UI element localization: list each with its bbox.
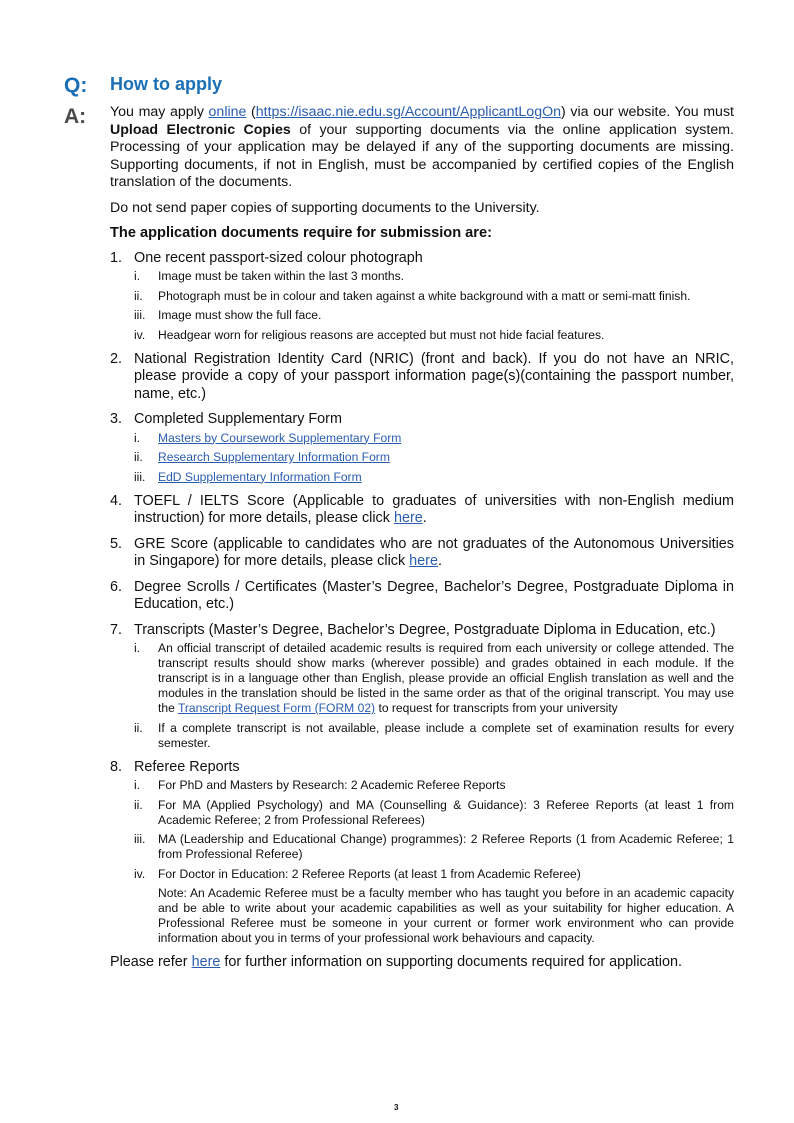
list-item-toefl-ielts: 4. TOEFL / IELTS Score (Applicable to graduates of universities with non-English medium instruction) for more details, please click here.	[110, 492, 734, 526]
further-info-here-link[interactable]: here	[191, 954, 221, 970]
intro-paragraph: You may apply online (https://isaac.nie.edu.sg/Account/ApplicantLogOn) via our website. You must Upload Electronic Copies of your supporting documents via the online application system. Processing of your application may be delayed if any of the supporting documents are missing. Supporting documents, if not in English, must be accompanied by certified copies of the English translation of the documents.	[110, 104, 734, 190]
sub-item: iv. For Doctor in Education: 2 Referee Reports (at least 1 from Academic Referee)	[134, 866, 581, 881]
list-item-degree-scrolls: 6. Degree Scrolls / Certificates (Master’s Degree, Bachelor’s Degree, Postgraduate Diploma in Education, etc.)	[110, 578, 734, 612]
sub-item: iv. Headgear worn for religious reasons are accepted but must not hide facial features.	[134, 327, 605, 342]
question-label: Q:	[64, 74, 88, 97]
list-item-nric: 2. National Registration Identity Card (NRIC) (front and back). If you do not have an NRIC, please provide a copy of your passport information page(s)(containing the passport number, name, etc.)	[110, 350, 734, 402]
list-item-gre: 5. GRE Score (applicable to candidates who are not graduates of the Autonomous Universities in Singapore) for more details, please click here.	[110, 535, 734, 569]
online-link[interactable]: online	[208, 104, 247, 120]
coursework-form-link[interactable]: Masters by Coursework Supplementary Form	[158, 430, 402, 445]
transcript-request-form-link[interactable]: Transcript Request Form (FORM 02)	[177, 701, 376, 715]
sub-item: ii. Photograph must be in colour and taken against a white background with a matt or semi-matt finish.	[134, 288, 691, 303]
question-title: How to apply	[110, 74, 222, 94]
sub-item: ii. For MA (Applied Psychology) and MA (Counselling & Guidance): 3 Referee Reports (at least 1 from Academic Referee; 2 from Professional Referees)	[134, 797, 734, 827]
gre-here-link[interactable]: here	[409, 553, 438, 569]
transcript-requirements	[134, 641, 734, 751]
documents-list	[110, 250, 734, 947]
upload-emphasis: Upload Electronic Copies	[110, 121, 291, 138]
applicant-logon-url-link[interactable]: https://isaac.nie.edu.sg/Account/ApplicantLogOn	[255, 104, 562, 120]
referee-note: Note: An Academic Referee must be a faculty member who has taught you before in an academic capacity and be able to write about your academic capabilities as well as your suitability for higher education. A Professional Referee must be someone in your current or former work environment who can provide information about you in terms of your professional work behaviours and capacity.	[158, 886, 734, 945]
list-item-referee-reports: 8. Referee Reports i. For PhD and Masters by Research: 2 Academic Referee Reports ii. For MA (Applied Psychology) and MA (Counselling & Guidance): 3 Referee Reports (at least 1 from Academic Referee; 2 from Professional Referees) iii. MA (Leadership and Educational Change) programmes): 2 Referee Reports (1 from Academic Referee; 1 from Professional Referee) iv. For Doctor in Education: 2 Referee Reports (at least 1 from Academic Referee) Note: An Academic Referee must be a faculty member who has taught you before in an academic capacity and be able to write about your academic capabilities as well as your suitability for higher education. A Professional Referee must be someone in your current or former work environment who can provide information about you in terms of your professional work behaviours and capacity.	[110, 758, 734, 945]
page-number: 3	[394, 1103, 399, 1112]
sub-item: i. Masters by Coursework Supplementary Form	[134, 430, 402, 445]
sub-item: i. For PhD and Masters by Research: 2 Academic Referee Reports	[134, 778, 506, 792]
no-paper-notice: Do not send paper copies of supporting documents to the University.	[110, 199, 540, 216]
documents-heading: The application documents require for submission are:	[110, 225, 492, 241]
answer-content	[110, 104, 734, 972]
closing-paragraph: Please refer here for further information on supporting documents required for application.	[110, 954, 682, 970]
edd-form-link[interactable]: EdD Supplementary Information Form	[158, 469, 362, 484]
supplementary-forms	[134, 431, 734, 485]
answer-label: A:	[64, 105, 87, 128]
sub-item: ii. If a complete transcript is not available, please include a complete set of examination results for every semester.	[134, 720, 734, 750]
list-item-transcripts: 7. Transcripts (Master’s Degree, Bachelor’s Degree, Postgraduate Diploma in Education, etc.) i. An official transcript of detailed academic results is required from each university or college attended. The transcript results should show marks (wherever possible) and grades obtained in each module. If the transcript is in a language other than English, please provide an official English translation as well and the modules in the translation should be listed in the same order as that of the original transcript. You may use the Transcript Request Form (FORM 02) to request for transcripts from your university ii. If a complete transcript is not available, please include a complete set of examination results for every semester.	[110, 621, 734, 750]
list-item-photograph: 1. One recent passport-sized colour photograph i. Image must be taken within the last 3 months. ii. Photograph must be in colour and taken against a white background with a matt or semi-matt finish. iii. Image must show the full face. iv. Headgear worn for religious reasons are accepted but must not hide facial features.	[110, 250, 734, 343]
sub-item: i. An official transcript of detailed academic results is required from each university or college attended. The transcript results should show marks (wherever possible) and grades obtained in each module. If the transcript is in a language other than English, please provide an official English translation as well and the modules in the translation should be listed in the same order as that of the original transcript. You may use the Transcript Request Form (FORM 02) to request for transcripts from your university	[134, 641, 734, 715]
list-item-supplementary-form: 3. Completed Supplementary Form i. Masters by Coursework Supplementary Form ii. Research Supplementary Information Form iii. EdD Supplementary Information Form	[110, 411, 734, 485]
sub-item: iii. EdD Supplementary Information Form	[134, 469, 362, 484]
referee-requirements	[134, 778, 734, 882]
toefl-here-link[interactable]: here	[393, 510, 423, 526]
sub-item: ii. Research Supplementary Information Form	[134, 450, 390, 464]
sub-item: iii. Image must show the full face.	[134, 308, 322, 322]
sub-item: i. Image must be taken within the last 3 months.	[134, 269, 405, 283]
sub-item: iii. MA (Leadership and Educational Change) programmes): 2 Referee Reports (1 from Academic Referee; 1 from Professional Referee)	[134, 832, 734, 861]
photograph-requirements	[134, 269, 734, 343]
research-form-link[interactable]: Research Supplementary Information Form	[158, 450, 390, 464]
